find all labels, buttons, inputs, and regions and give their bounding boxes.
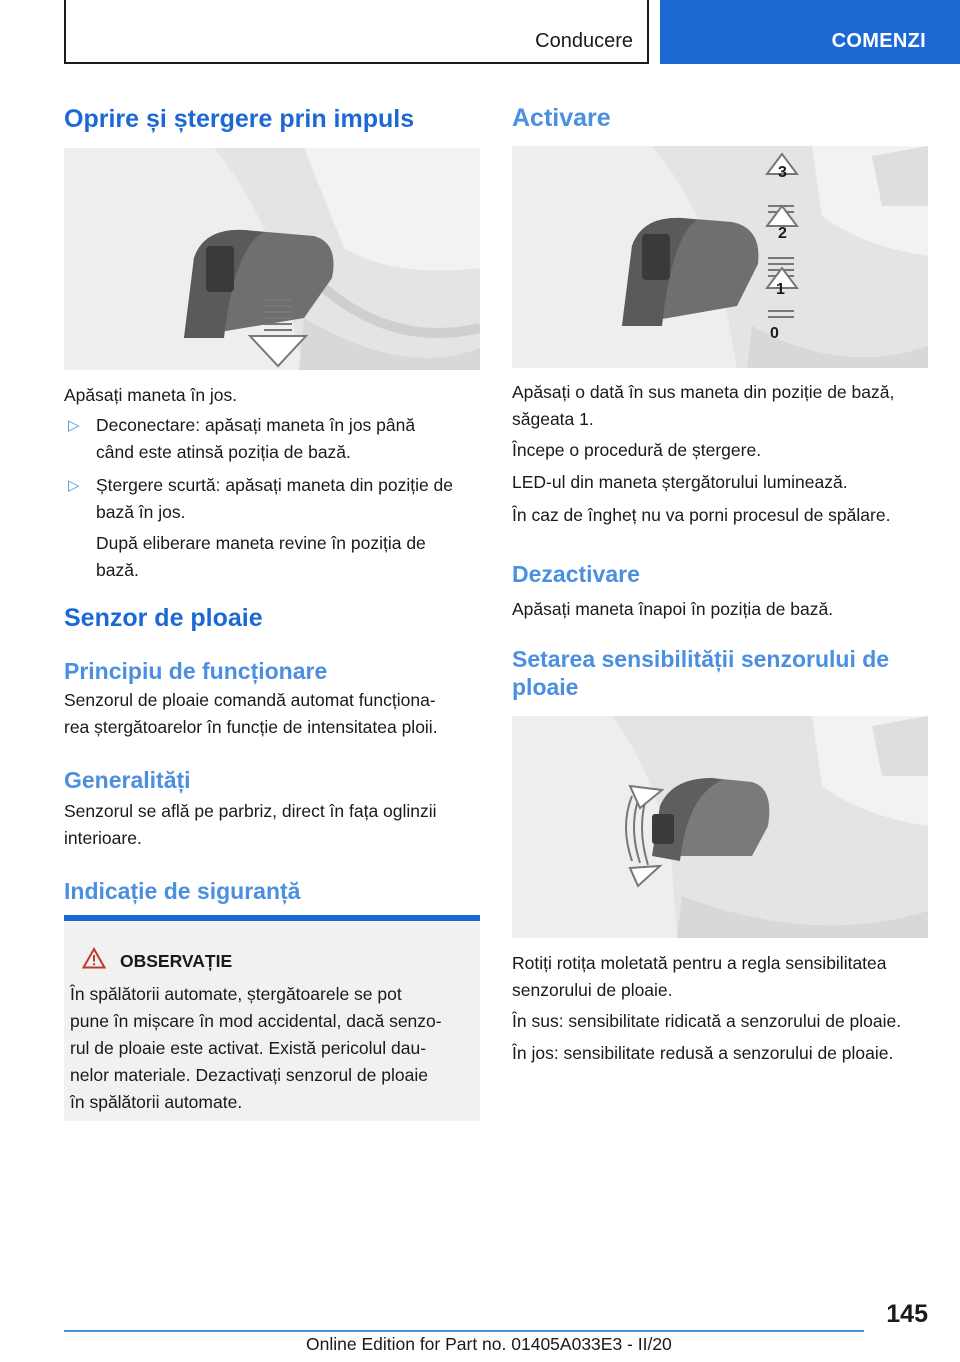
subsection-title-activation: Activare xyxy=(512,104,611,132)
bullet-deconnect-line: când este atinsă poziția de bază. xyxy=(96,442,351,462)
arrow-label-1: 1 xyxy=(776,281,785,298)
notice-line: în spălătorii automate. xyxy=(70,1092,243,1112)
page-number: 145 xyxy=(886,1300,928,1328)
paragraph-sensitivity-line: Rotiți rotița moletată pentru a regla sensibilitatea xyxy=(512,953,887,973)
illustration-lever-up xyxy=(512,146,928,368)
header-section xyxy=(64,0,649,64)
bullet-deconnect-line: Deconectare: apăsați maneta în jos până xyxy=(96,415,416,435)
notice-line: rul de ploaie este activat. Există pericolul dau‐ xyxy=(70,1038,427,1058)
bullet-short-wipe-line: bază în jos. xyxy=(96,502,186,522)
warning-triangle-icon xyxy=(82,947,106,969)
paragraph-activation-line: săgeata 1. xyxy=(512,409,594,429)
arrow-label-0: 0 xyxy=(770,325,779,342)
paragraph-activation-line: Apăsați o dată în sus maneta din poziție de bază, xyxy=(512,382,895,402)
notice-title: OBSERVAȚIE xyxy=(120,951,233,971)
bullet-short-wipe-line: După eliberare maneta revine în poziția de xyxy=(96,533,426,553)
paragraph-sensitivity-line: În jos: sensibilitate redusă a senzorului de ploaie. xyxy=(512,1043,894,1063)
notice-text xyxy=(70,981,470,1116)
paragraph-press-down: Apăsați maneta în jos. xyxy=(64,385,238,405)
notice-line: În spălătorii automate, ștergătoarele se pot xyxy=(70,984,402,1004)
paragraph-activation-line: LED-ul din maneta ștergătorului luminează. xyxy=(512,472,848,492)
paragraph-sensitivity-line: În sus: sensibilitate ridicată a senzorului de ploaie. xyxy=(512,1011,902,1031)
notice-line: pune în mișcare în mod accidental, dacă senzo‐ xyxy=(70,1011,442,1031)
paragraph-activation-line: Începe o procedură de ștergere. xyxy=(512,440,762,460)
paragraph-principle-line: Senzorul de ploaie comandă automat funcționa‐ xyxy=(64,690,436,710)
header-chapter xyxy=(660,0,960,64)
bullet-triangle-icon: ▷ xyxy=(68,477,80,494)
subsection-title-safety: Indicație de siguranță xyxy=(64,878,301,904)
notice-box xyxy=(64,915,480,1121)
subsection-title-principle: Principiu de funcționare xyxy=(64,658,328,684)
arrow-label-3: 3 xyxy=(778,164,787,181)
illustration-knurled-wheel xyxy=(512,716,928,938)
illustration-lever-down xyxy=(64,148,480,370)
paragraph-general-line: interioare. xyxy=(64,828,142,848)
header-chapter-label: COMENZI xyxy=(831,30,926,52)
paragraph-activation-line: În caz de îngheț nu va porni procesul de spălare. xyxy=(512,505,891,525)
bullet-short-wipe-line: Ștergere scurtă: apăsați maneta din poziție de xyxy=(96,475,454,495)
subsection-title-sensitivity: Setarea sensibilității senzorului de xyxy=(512,646,890,672)
subsection-title-deactivation: Dezactivare xyxy=(512,561,640,587)
section-title-impulse: Oprire și ștergere prin impuls xyxy=(64,105,415,133)
footer-divider xyxy=(64,1330,864,1332)
subsection-title-general: Generalități xyxy=(64,767,191,793)
paragraph-general-line: Senzorul se află pe parbriz, direct în fața oglinzii xyxy=(64,801,437,821)
section-title-rain-sensor: Senzor de ploaie xyxy=(64,604,263,632)
paragraph-principle-line: rea ștergătoarelor în funcție de intensitatea ploii. xyxy=(64,717,438,737)
footer-edition: Online Edition for Part no. 01405A033E3 - II/20 xyxy=(306,1334,672,1354)
notice-line: nelor materiale. Dezactivați senzorul de ploaie xyxy=(70,1065,428,1085)
paragraph-deactivation: Apăsați maneta înapoi în poziția de bază. xyxy=(512,599,834,619)
paragraph-sensitivity-line: senzorului de ploaie. xyxy=(512,980,673,1000)
bullet-short-wipe-line: bază. xyxy=(96,560,139,580)
subsection-title-sensitivity-cont: ploaie xyxy=(512,674,579,700)
arrow-label-2: 2 xyxy=(778,225,787,242)
header-section-label: Conducere xyxy=(535,30,633,52)
bullet-triangle-icon: ▷ xyxy=(68,417,80,434)
